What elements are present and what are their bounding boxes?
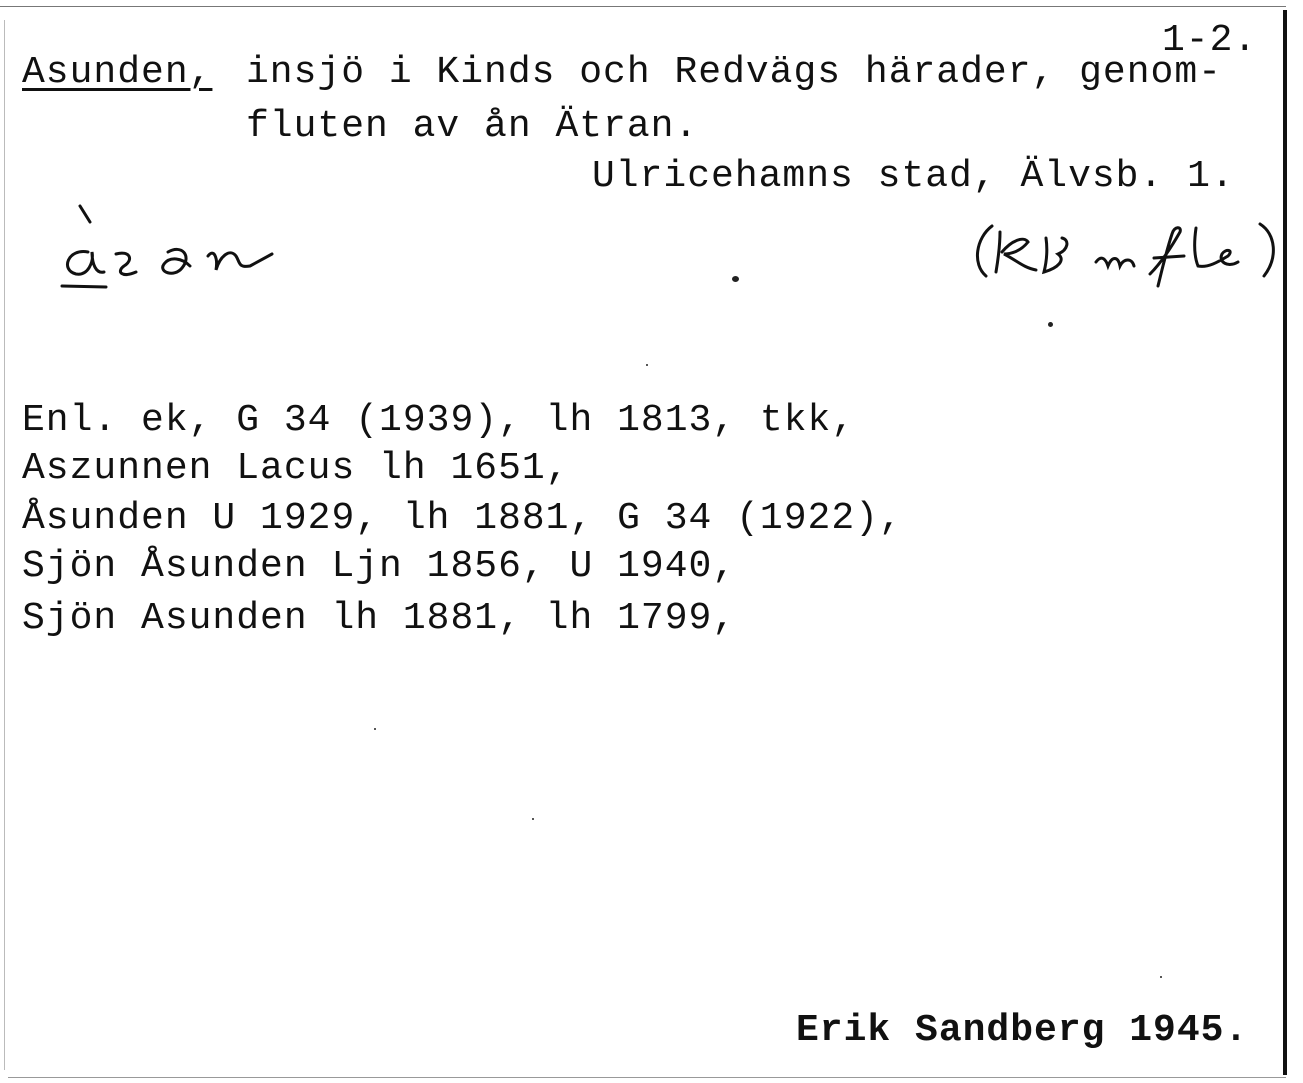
card-top-edge [0, 6, 1286, 7]
source-line-4: Sjön Åsunden Ljn 1856, U 1940, [22, 545, 737, 588]
ink-speck [1160, 976, 1162, 978]
location-line: Ulricehamns stad, Älvsb. 1. [592, 155, 1235, 198]
source-line-1: Enl. ek, G 34 (1939), lh 1813, tkk, [22, 399, 856, 442]
definition-line-1: insjö i Kinds och Redvägs härader, genom- [246, 51, 1222, 94]
ink-speck [374, 728, 376, 730]
card-bottom-edge [8, 1077, 1286, 1078]
ink-speck [1048, 322, 1053, 327]
handwritten-pronunciation [50, 196, 300, 300]
source-line-5: Sjön Asunden lh 1881, lh 1799, [22, 597, 737, 640]
headword: Asunden, [22, 51, 213, 94]
card-number: 1-2. [1162, 19, 1258, 62]
ink-speck [646, 364, 648, 366]
signature: Erik Sandberg 1945. [796, 1009, 1249, 1052]
ink-speck [732, 276, 739, 282]
ink-speck [532, 818, 534, 820]
card-left-edge [4, 20, 5, 1070]
definition-line-2: fluten av ån Ätran. [246, 105, 699, 148]
card-right-edge [1283, 10, 1287, 1075]
source-line-2: Aszunnen Lacus lh 1651, [22, 447, 570, 490]
handwritten-note [966, 222, 1286, 292]
source-line-3: Åsunden U 1929, lh 1881, G 34 (1922), [22, 497, 903, 540]
